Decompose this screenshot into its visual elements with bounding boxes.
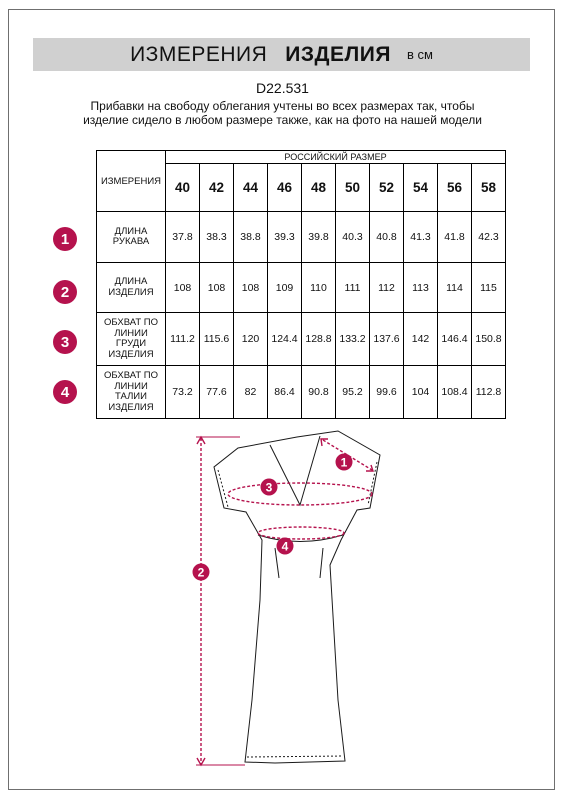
- dress-outline: [214, 431, 380, 763]
- measurement-value: 108.4: [438, 366, 472, 419]
- waist-dart-right: [320, 548, 323, 578]
- row-number-badge: 2: [53, 280, 77, 304]
- measurement-value: 41.3: [404, 212, 438, 263]
- measurement-label-line: ЛИНИИ: [114, 327, 148, 339]
- size-header-44: 44: [234, 164, 268, 212]
- row-number-badge: 1: [53, 227, 77, 251]
- measurement-label-line: ОБХВАТ ПО: [103, 370, 159, 381]
- measurement-value: 104: [404, 366, 438, 419]
- fit-note: Прибавки на свободу облегания учтены во всех размерах так, чтобы изделие сидело в любом размере также, как на фото на нашей модели: [83, 99, 482, 127]
- marker-3-label: 3: [265, 480, 273, 495]
- measurement-value: 40.8: [370, 212, 404, 263]
- waist-seam: [258, 535, 343, 542]
- measurement-value: 38.8: [234, 212, 268, 263]
- measurement-value: 77.6: [200, 366, 234, 419]
- measurement-value: 128.8: [302, 313, 336, 366]
- chest-circumference: [228, 480, 372, 505]
- hem-stitching: [247, 756, 343, 757]
- measurement-value: 108: [166, 263, 200, 313]
- product-code: D22.531: [256, 80, 309, 96]
- measurement-label-line: ИЗДЕЛИЯ: [108, 348, 154, 360]
- measurement-value: 40.3: [336, 212, 370, 263]
- measurement-value: 114: [438, 263, 472, 313]
- measurement-value: 82: [234, 366, 268, 419]
- row-number-badge: 3: [53, 330, 77, 354]
- measurement-value: 42.3: [472, 212, 506, 263]
- measurement-value: 113: [404, 263, 438, 313]
- measurement-value: 111: [336, 263, 370, 313]
- measurement-value: 38.3: [200, 212, 234, 263]
- size-header-48: 48: [302, 164, 336, 212]
- measurements-header: ИЗМЕРЕНИЯ: [97, 151, 166, 212]
- title-garment: ИЗДЕЛИЯ: [285, 42, 391, 66]
- title-measurements: ИЗМЕРЕНИЯ: [130, 42, 268, 66]
- measurement-value: 112.8: [472, 366, 506, 419]
- marker-1-label: 1: [340, 455, 348, 470]
- measurement-value: 124.4: [268, 313, 302, 366]
- measurement-value: 39.8: [302, 212, 336, 263]
- measurement-value: 108: [200, 263, 234, 313]
- size-header-56: 56: [438, 164, 472, 212]
- measurement-label-line: ДЛИНА: [114, 276, 148, 287]
- measurement-label-line: ДЛИНА: [114, 225, 148, 237]
- measurement-label-line: ИЗДЕЛИЯ: [108, 286, 154, 298]
- size-header-46: 46: [268, 164, 302, 212]
- measurement-value: 95.2: [336, 366, 370, 419]
- measurement-value: 115: [472, 263, 506, 313]
- measurement-label-line: РУКАВА: [112, 236, 150, 247]
- size-header-58: 58: [472, 164, 506, 212]
- measurement-value: 146.4: [438, 313, 472, 366]
- measurement-value: 108: [234, 263, 268, 313]
- size-header-42: 42: [200, 164, 234, 212]
- size-header-54: 54: [404, 164, 438, 212]
- size-header-52: 52: [370, 164, 404, 212]
- marker-4-label: 4: [281, 539, 289, 554]
- measurement-label-line: ЛИНИИ: [114, 380, 148, 392]
- measurement-value: 150.8: [472, 313, 506, 366]
- measurement-value: 110: [302, 263, 336, 313]
- measurement-label-line: ИЗДЕЛИЯ: [108, 401, 154, 413]
- measurement-value: 109: [268, 263, 302, 313]
- measurement-value: 133.2: [336, 313, 370, 366]
- measurement-value: 41.8: [438, 212, 472, 263]
- measurement-value: 99.6: [370, 366, 404, 419]
- measurement-value: 111.2: [166, 313, 200, 366]
- waist-circumference: [258, 527, 344, 539]
- measurement-value: 73.2: [166, 366, 200, 419]
- row-number-badge: 4: [53, 380, 77, 404]
- measurement-value: 115.6: [200, 313, 234, 366]
- measurement-label-line: ТАЛИИ: [115, 391, 147, 402]
- measurement-value: 120: [234, 313, 268, 366]
- title-unit: в см: [406, 47, 433, 62]
- measurement-value: 86.4: [268, 366, 302, 419]
- v-neck: [270, 436, 320, 505]
- measurement-value: 137.6: [370, 313, 404, 366]
- marker-2-label: 2: [197, 565, 205, 580]
- measurement-label-line: ГРУДИ: [115, 338, 147, 349]
- measurement-value: 90.8: [302, 366, 336, 419]
- measurement-value: 112: [370, 263, 404, 313]
- waist-dart-left: [275, 548, 279, 578]
- measurement-label-line: ОБХВАТ ПО: [103, 317, 159, 328]
- measurement-value: 142: [404, 313, 438, 366]
- measurement-value: 39.3: [268, 212, 302, 263]
- size-header-40: 40: [166, 164, 200, 212]
- size-system-header: РОССИЙСКИЙ РАЗМЕР: [166, 151, 506, 164]
- measurement-value: 37.8: [166, 212, 200, 263]
- size-header-50: 50: [336, 164, 370, 212]
